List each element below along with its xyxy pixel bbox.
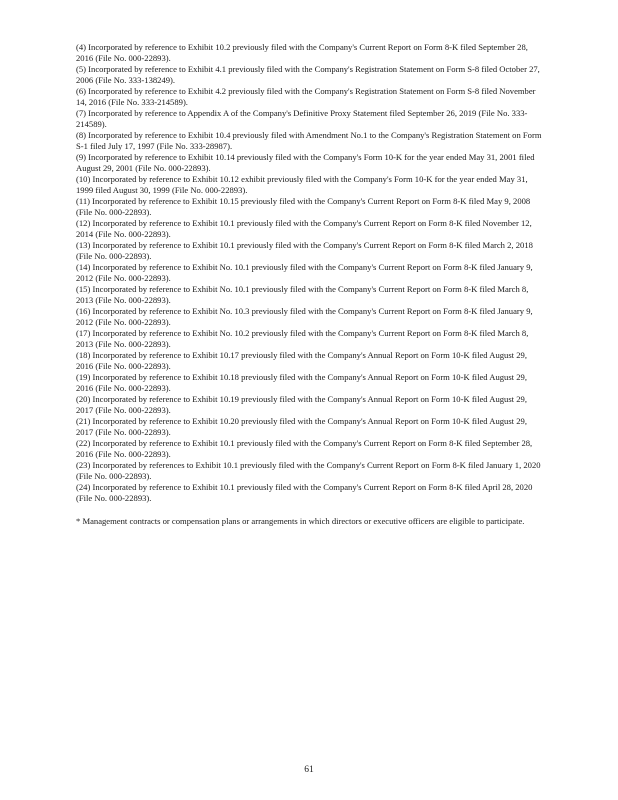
footnote-8: (8) Incorporated by reference to Exhibit 10.4 previously filed with Amendment No.1 to the Company's Registration Statement on Form S-1 filed July 17, 1997 (File No. 333-28987).	[76, 130, 542, 151]
footnote-23: (23) Incorporated by references to Exhibit 10.1 previously filed with the Company's Current Report on Form 8-K filed January 1, 2020 (File No. 000-22893).	[76, 460, 541, 481]
footnote-21: (21) Incorporated by reference to Exhibit 10.20 previously filed with the Company's Annual Report on Form 10-K filed August 29, 2017 (File No. 000-22893).	[76, 416, 527, 437]
footnote-16: (16) Incorporated by reference to Exhibit No. 10.3 previously filed with the Company's Current Report on Form 8-K filed January 9, 2012 (File No. 000-22893).	[76, 306, 533, 327]
footnote-4: (4) Incorporated by reference to Exhibit 10.2 previously filed with the Company's Current Report on Form 8-K filed September 28, 2016 (File No. 000-22893).	[76, 42, 528, 63]
footnote-14: (14) Incorporated by reference to Exhibit No. 10.1 previously filed with the Company's Current Report on Form 8-K filed January 9, 2012 (File No. 000-22893).	[76, 262, 533, 283]
document-page	[76, 42, 544, 536]
footnote-5: (5) Incorporated by reference to Exhibit 4.1 previously filed with the Company's Registration Statement on Form S-8 filed October 27, 2006 (File No. 333-138249).	[76, 64, 540, 85]
footnote-12: (12) Incorporated by reference to Exhibit 10.1 previously filed with the Company's Current Report on Form 8-K filed November 12, 2014 (File No. 000-22893).	[76, 218, 532, 239]
footnote-19: (19) Incorporated by reference to Exhibit 10.18 previously filed with the Company's Annual Report on Form 10-K filed August 29, 2016 (File No. 000-22893).	[76, 372, 527, 393]
footnote-22: (22) Incorporated by reference to Exhibit 10.1 previously filed with the Company's Current Report on Form 8-K filed September 28, 2016 (File No. 000-22893).	[76, 438, 533, 459]
footnote-17: (17) Incorporated by reference to Exhibit No. 10.2 previously filed with the Company's Current Report on Form 8-K filed March 8, 2013 (File No. 000-22893).	[76, 328, 529, 349]
footnote-18: (18) Incorporated by reference to Exhibit 10.17 previously filed with the Company's Annual Report on Form 10-K filed August 29, 2016 (File No. 000-22893).	[76, 350, 527, 371]
footnote-10: (10) Incorporated by reference to Exhibit 10.12 exhibit previously filed with the Company's Form 10-K for the year ended May 31, 1999 filed August 30, 1999 (File No. 000-22893).	[76, 174, 528, 195]
footnote-9: (9) Incorporated by reference to Exhibit 10.14 previously filed with the Company's Form 10-K for the year ended May 31, 2001 filed August 29, 2001 (File No. 000-22893).	[76, 152, 535, 173]
footnote-24: (24) Incorporated by reference to Exhibit 10.1 previously filed with the Company's Current Report on Form 8-K filed April 28, 2020 (File No. 000-22893).	[76, 482, 533, 503]
page-number: 61	[304, 765, 314, 775]
footnote-11: (11) Incorporated by reference to Exhibit 10.15 previously filed with the Company's Current Report on Form 8-K filed May 9, 2008 (File No. 000-22893).	[76, 196, 531, 217]
footnote-20: (20) Incorporated by reference to Exhibit 10.19 previously filed with the Company's Annual Report on Form 10-K filed August 29, 2017 (File No. 000-22893).	[76, 394, 527, 415]
footnote-13: (13) Incorporated by reference to Exhibit 10.1 previously filed with the Company's Current Report on Form 8-K filed March 2, 2018 (File No. 000-22893).	[76, 240, 533, 261]
management-contract-note: * Management contracts or compensation plans or arrangements in which directors or executive officers are eligible to participate.	[76, 516, 525, 526]
footnote-6: (6) Incorporated by reference to Exhibit 4.2 previously filed with the Company's Registration Statement on Form S-8 filed November 14, 2016 (File No. 333-214589).	[76, 86, 536, 107]
footnote-15: (15) Incorporated by reference to Exhibit No. 10.1 previously filed with the Company's Current Report on Form 8-K filed March 8, 2013 (File No. 000-22893).	[76, 284, 529, 305]
footnote-7: (7) Incorporated by reference to Appendix A of the Company's Definitive Proxy Statement filed September 26, 2019 (File No. 333-214589).	[76, 108, 528, 129]
exhibit-footnote-list	[76, 42, 544, 504]
